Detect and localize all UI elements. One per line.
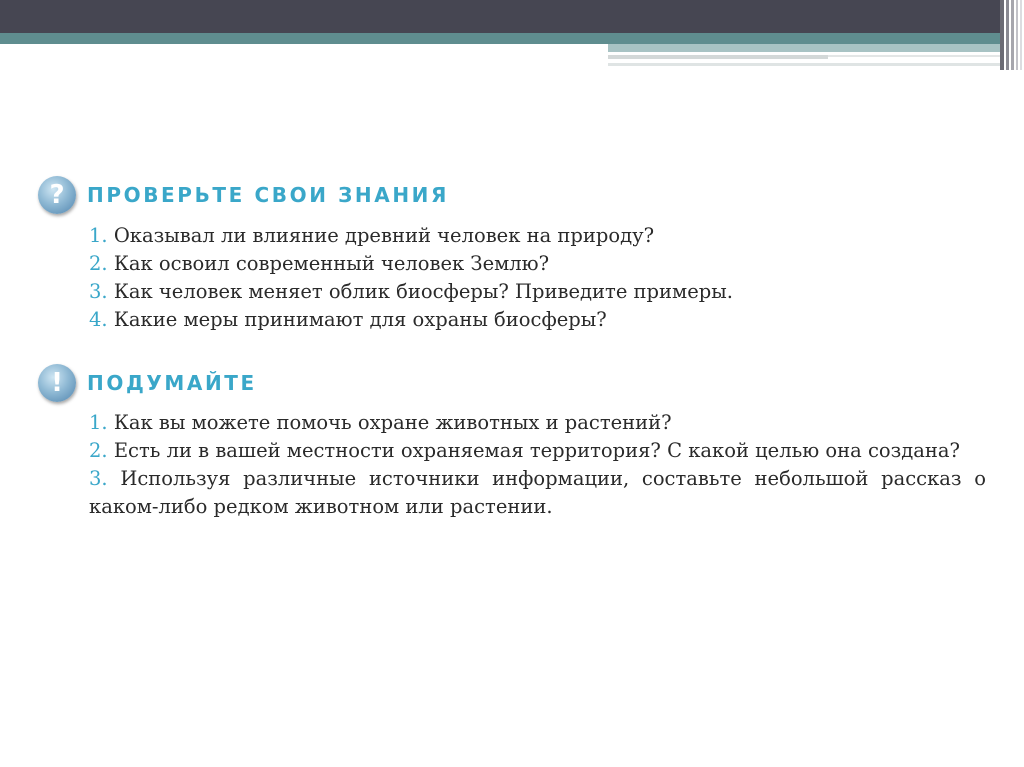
list-item	[89, 278, 986, 306]
header-bar-teal	[0, 33, 1000, 44]
item-number: 2.	[89, 252, 108, 275]
section-header-check-knowledge	[38, 176, 449, 214]
exclamation-icon: !	[38, 364, 76, 402]
list-item	[89, 250, 986, 278]
item-number: 4.	[89, 308, 108, 331]
section-title: ПРОВЕРЬТЕ СВОИ ЗНАНИЯ	[87, 183, 450, 207]
header-bar-teal-light	[608, 44, 1000, 52]
item-number: 1.	[89, 224, 108, 247]
item-number: 3.	[89, 467, 108, 490]
list-item	[89, 409, 986, 437]
think-list	[89, 409, 986, 521]
header-stripes	[1000, 0, 1024, 70]
list-item	[89, 222, 986, 250]
question-icon: ?	[38, 176, 76, 214]
item-text: Есть ли в вашей местности охраняемая территория? С какой целью она создана?	[113, 439, 960, 462]
item-text: Какие меры принимают для охраны биосферы?	[113, 308, 607, 331]
item-text: Используя различные источники информации, составьте небольшой рассказ о каком-либо редком животном или растении.	[89, 467, 987, 518]
list-item	[89, 306, 986, 334]
item-text: Как освоил современный человек Землю?	[113, 252, 550, 275]
questions-list	[89, 222, 986, 334]
header-line	[608, 63, 1000, 66]
item-text: Оказывал ли влияние древний человек на природу?	[113, 224, 655, 247]
list-item	[89, 465, 986, 521]
item-number: 1.	[89, 411, 108, 434]
item-text: Как человек меняет облик биосферы? Приведите примеры.	[113, 280, 733, 303]
header-bar-dark	[0, 0, 1000, 33]
header-line	[608, 55, 828, 59]
section-title: ПОДУМАЙТЕ	[87, 371, 257, 395]
item-text: Как вы можете помочь охране животных и растений?	[113, 411, 672, 434]
list-item	[89, 437, 986, 465]
header-line	[828, 55, 1000, 57]
item-number: 3.	[89, 280, 108, 303]
section-header-think	[38, 364, 257, 402]
item-number: 2.	[89, 439, 108, 462]
